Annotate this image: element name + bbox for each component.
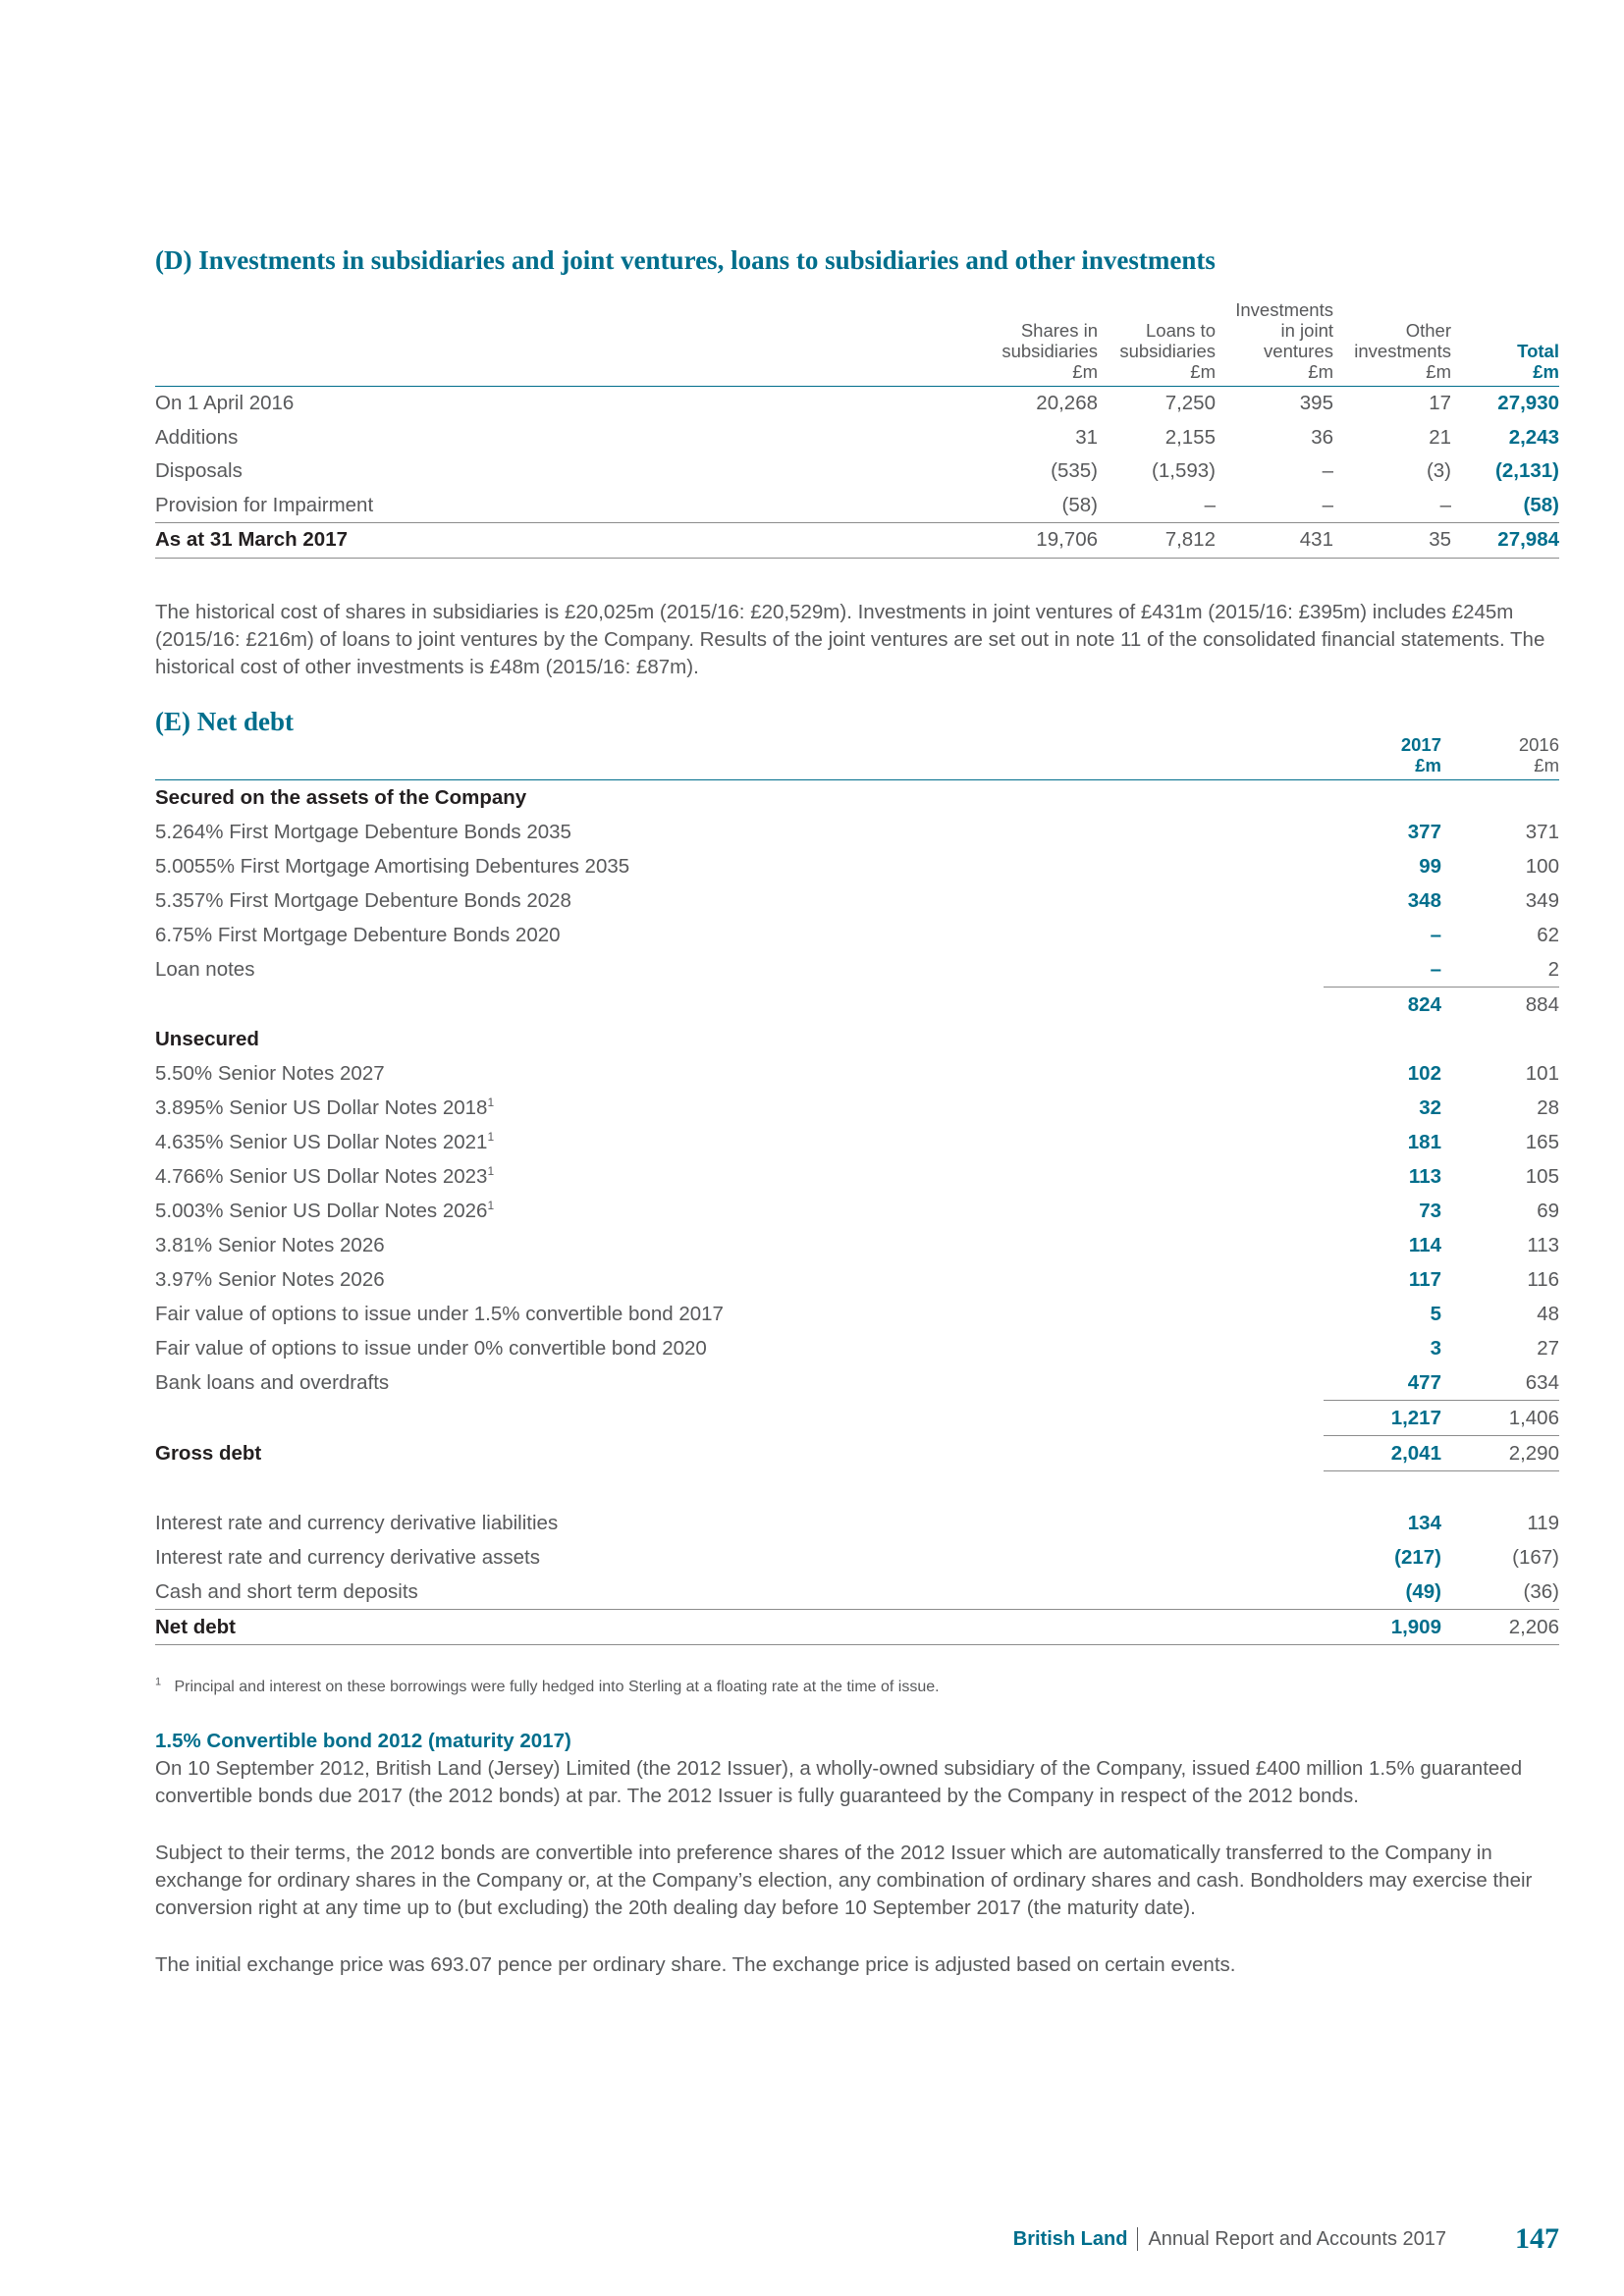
table-row [155, 1125, 1559, 1159]
cell-2017: – [1430, 957, 1441, 981]
table-row-total [155, 523, 1559, 559]
cell-2016: 116 [1527, 1267, 1559, 1291]
row-label: 4.635% Senior US Dollar Notes 2021$^1$ [155, 1129, 495, 1153]
col-header-other: Other investments £m [1333, 299, 1451, 387]
cell-total: 27,984 [1451, 523, 1559, 559]
net-debt-table [155, 734, 1559, 1645]
cell-2016: 2 [1547, 957, 1559, 981]
row-label: 3.895% Senior US Dollar Notes 2018$^1$ [155, 1095, 495, 1119]
row-label: 4.766% Senior US Dollar Notes 2023$^1$ [155, 1163, 495, 1188]
cell-2016: 349 [1525, 888, 1559, 912]
row-label: Loan notes [155, 957, 255, 981]
col-header-2016: 2016 £m [1441, 734, 1559, 780]
cell-2017: 134 [1407, 1511, 1441, 1534]
row-label: On 1 April 2016 [155, 392, 295, 415]
cell-loans: 7,812 [1098, 523, 1216, 559]
net-debt-2016: 2,206 [1441, 1610, 1559, 1645]
row-label: Interest rate and currency derivative assets [155, 1545, 540, 1569]
cell-2016: 28 [1537, 1095, 1559, 1119]
secured-subtotal-2017: 824 [1324, 988, 1441, 1023]
cell-loans: 7,250 [1164, 392, 1216, 415]
table-row [155, 918, 1559, 952]
cell-other: 17 [1429, 392, 1451, 415]
cell-2017: 181 [1407, 1130, 1441, 1153]
cell-loans: (1,593) [1152, 459, 1216, 483]
table-row [155, 815, 1559, 849]
cell-jv: 36 [1311, 425, 1333, 449]
cell-total: (58) [1523, 493, 1559, 516]
row-label: Bank loans and overdrafts [155, 1370, 390, 1394]
cell-2016: 48 [1537, 1302, 1559, 1325]
cell-2016: (36) [1523, 1579, 1559, 1603]
unsecured-subtotal-row [155, 1401, 1559, 1436]
cell-2016: 62 [1537, 923, 1559, 946]
cell-loans: 2,155 [1164, 425, 1216, 449]
row-label: 3.81% Senior Notes 2026 [155, 1233, 385, 1256]
net-debt-header-row [155, 734, 1559, 780]
row-label: 5.357% First Mortgage Debenture Bonds 2028 [155, 888, 571, 912]
table-row [155, 1194, 1559, 1228]
cell-2017: (49) [1405, 1579, 1441, 1603]
convertible-paragraph-2: Subject to their terms, the 2012 bonds are convertible into preference shares of the 2012 Issuer which are automatically transferred to the Company in exchange for ordinary shares in the Company or, at the Company’s election, any combination of ordinary shares and cash. Bondholders may exercise their conversion right at any time up to (but excluding) the 20th dealing day before 10 September 2017 (the maturity date). [155, 1842, 1533, 1919]
row-label: 5.0055% First Mortgage Amortising Debentures 2035 [155, 854, 630, 878]
table-row [155, 1056, 1559, 1091]
table-row [155, 849, 1559, 883]
secured-subtotal-2016: 884 [1441, 988, 1559, 1023]
table-row [155, 1159, 1559, 1194]
convertible-bond-subheading: 1.5% Convertible bond 2012 (maturity 2017) [155, 1730, 571, 1752]
cell-2017: (217) [1394, 1545, 1441, 1569]
unsecured-title: Unsecured [155, 1027, 259, 1050]
convertible-paragraph-1: On 10 September 2012, British Land (Jersey) Limited (the 2012 Issuer), a wholly-owned subsidiary of the Company, issued £400 million 1.5% guaranteed convertible bonds due 2017 (the 2012 bonds) at par. The 2012 Issuer is fully guaranteed by the Company in respect of the 2012 bonds. [155, 1757, 1523, 1807]
cell-2017: 113 [1408, 1164, 1441, 1188]
row-label: Provision for Impairment [155, 493, 374, 516]
gross-debt-2016: 2,290 [1441, 1436, 1559, 1471]
section-e-heading: (E) Net debt [155, 707, 294, 736]
investments-table [155, 299, 1559, 559]
page-footer [1013, 2222, 1559, 2256]
net-debt-header-blank [155, 734, 1324, 780]
cell-jv: 395 [1299, 392, 1333, 415]
net-debt-2017: 1,909 [1324, 1610, 1441, 1645]
cell-2017: 102 [1407, 1061, 1441, 1085]
table-row [155, 1331, 1559, 1365]
cell-2017: 348 [1407, 888, 1441, 912]
footnote-text: Principal and interest on these borrowings were fully hedged into Sterling at a floating rate at the time of issue. [174, 1679, 940, 1695]
cell-2016: 634 [1525, 1370, 1559, 1394]
footer-brand: British Land [1012, 2227, 1128, 2250]
unsecured-title-row [155, 1022, 1559, 1056]
cell-other: (3) [1426, 459, 1451, 483]
cell-total: 27,930 [1497, 392, 1559, 415]
gross-debt-2017: 2,041 [1324, 1436, 1441, 1471]
row-label: Interest rate and currency derivative liabilities [155, 1511, 559, 1534]
section-d-paragraph: The historical cost of shares in subsidiaries is £20,025m (2015/16: £20,529m). Investments in joint ventures of £431m (2015/16: £395m) includes £245m (2015/16: £216m) of loans to joint ventures by the Company. Results of the joint ventures are set out in note 11 of the consolidated financial statements. The historical cost of other investments is £48m (2015/16: £87m). [155, 601, 1545, 678]
cell-2017: 114 [1408, 1233, 1441, 1256]
footer-report-title: Annual Report and Accounts 2017 [1148, 2227, 1446, 2250]
gross-debt-row [155, 1436, 1559, 1471]
row-label: 5.264% First Mortgage Debenture Bonds 2035 [155, 820, 571, 843]
cell-2016: 27 [1537, 1336, 1559, 1360]
cell-jv: 431 [1216, 523, 1333, 559]
footnote-mark: 1 [155, 1676, 162, 1688]
table-row [155, 952, 1559, 988]
table-row [155, 1540, 1559, 1575]
row-label: Additions [155, 425, 239, 449]
table-row [155, 489, 1559, 523]
cell-2017: 32 [1419, 1095, 1441, 1119]
table-row [155, 1575, 1559, 1610]
cell-loans: – [1204, 493, 1216, 516]
cell-2016: 100 [1525, 854, 1559, 878]
table-row [155, 1297, 1559, 1331]
net-debt-row [155, 1610, 1559, 1645]
cell-total: (2,131) [1495, 459, 1559, 483]
cell-2016: 371 [1525, 820, 1559, 843]
table-row [155, 1228, 1559, 1262]
table-row [155, 1262, 1559, 1297]
table-row [155, 1506, 1559, 1540]
cell-2016: 105 [1525, 1164, 1559, 1188]
table-row [155, 1091, 1559, 1125]
row-label: 3.97% Senior Notes 2026 [155, 1267, 385, 1291]
cell-shares: 31 [1075, 425, 1098, 449]
unsecured-subtotal-2016: 1,406 [1441, 1401, 1559, 1436]
table-row [155, 421, 1559, 455]
cell-other: 21 [1429, 425, 1451, 449]
col-header-shares: Shares in subsidiaries £m [980, 299, 1098, 387]
cell-other: 35 [1333, 523, 1451, 559]
cell-shares: 20,268 [1036, 392, 1098, 415]
page-number: 147 [1515, 2222, 1559, 2255]
cell-2017: 377 [1407, 820, 1441, 843]
cell-2016: 165 [1525, 1130, 1559, 1153]
secured-subtotal-row [155, 988, 1559, 1023]
spacer-row [155, 1471, 1559, 1507]
cell-2017: 117 [1408, 1267, 1441, 1291]
cell-2016: 119 [1527, 1511, 1559, 1534]
footer-divider [1137, 2227, 1138, 2251]
col-header-2017: 2017 £m [1324, 734, 1441, 780]
section-d-heading: (D) Investments in subsidiaries and joint ventures, loans to subsidiaries and other investments [155, 245, 1216, 275]
table-row [155, 883, 1559, 918]
cell-shares: (58) [1061, 493, 1098, 516]
investments-header-row [155, 299, 1559, 387]
cell-shares: (535) [1051, 459, 1098, 483]
row-label: Fair value of options to issue under 1.5% convertible bond 2017 [155, 1302, 724, 1325]
cell-2016: (167) [1512, 1545, 1559, 1569]
cell-2017: 73 [1419, 1199, 1441, 1222]
cell-2016: 113 [1527, 1233, 1559, 1256]
row-label: 5.50% Senior Notes 2027 [155, 1061, 385, 1085]
row-label: 6.75% First Mortgage Debenture Bonds 2020 [155, 923, 561, 946]
secured-title-row [155, 780, 1559, 816]
net-debt-label: Net debt [155, 1610, 1324, 1645]
investments-header-blank [155, 299, 980, 387]
table-row [155, 454, 1559, 489]
table-row [155, 387, 1559, 421]
cell-other: – [1439, 493, 1451, 516]
row-label: 5.003% Senior US Dollar Notes 2026$^1$ [155, 1198, 495, 1222]
convertible-paragraph-3: The initial exchange price was 693.07 pence per ordinary share. The exchange price is adjusted based on certain events. [155, 1953, 1236, 1976]
table-row [155, 1365, 1559, 1401]
cell-2017: 3 [1430, 1336, 1441, 1360]
col-header-loans: Loans to subsidiaries £m [1098, 299, 1216, 387]
col-header-total: Total £m [1451, 299, 1559, 387]
col-header-jv: Investments in joint ventures £m [1216, 299, 1333, 387]
cell-jv: – [1322, 493, 1333, 516]
row-label: Disposals [155, 459, 243, 483]
cell-total: 2,243 [1508, 425, 1559, 449]
row-label: Cash and short term deposits [155, 1579, 418, 1603]
secured-title: Secured on the assets of the Company [155, 785, 527, 809]
cell-2017: 477 [1407, 1370, 1441, 1394]
gross-debt-label: Gross debt [155, 1441, 262, 1465]
cell-2017: 99 [1419, 854, 1441, 878]
row-label: Fair value of options to issue under 0% convertible bond 2020 [155, 1336, 707, 1360]
cell-shares: 19,706 [980, 523, 1098, 559]
unsecured-subtotal-2017: 1,217 [1324, 1401, 1441, 1436]
cell-2017: 5 [1430, 1302, 1441, 1325]
cell-jv: – [1322, 459, 1333, 483]
row-label: As at 31 March 2017 [155, 523, 980, 559]
cell-2016: 69 [1537, 1199, 1559, 1222]
footnote [155, 1677, 1559, 1698]
cell-2017: – [1430, 923, 1441, 946]
cell-2016: 101 [1525, 1061, 1559, 1085]
